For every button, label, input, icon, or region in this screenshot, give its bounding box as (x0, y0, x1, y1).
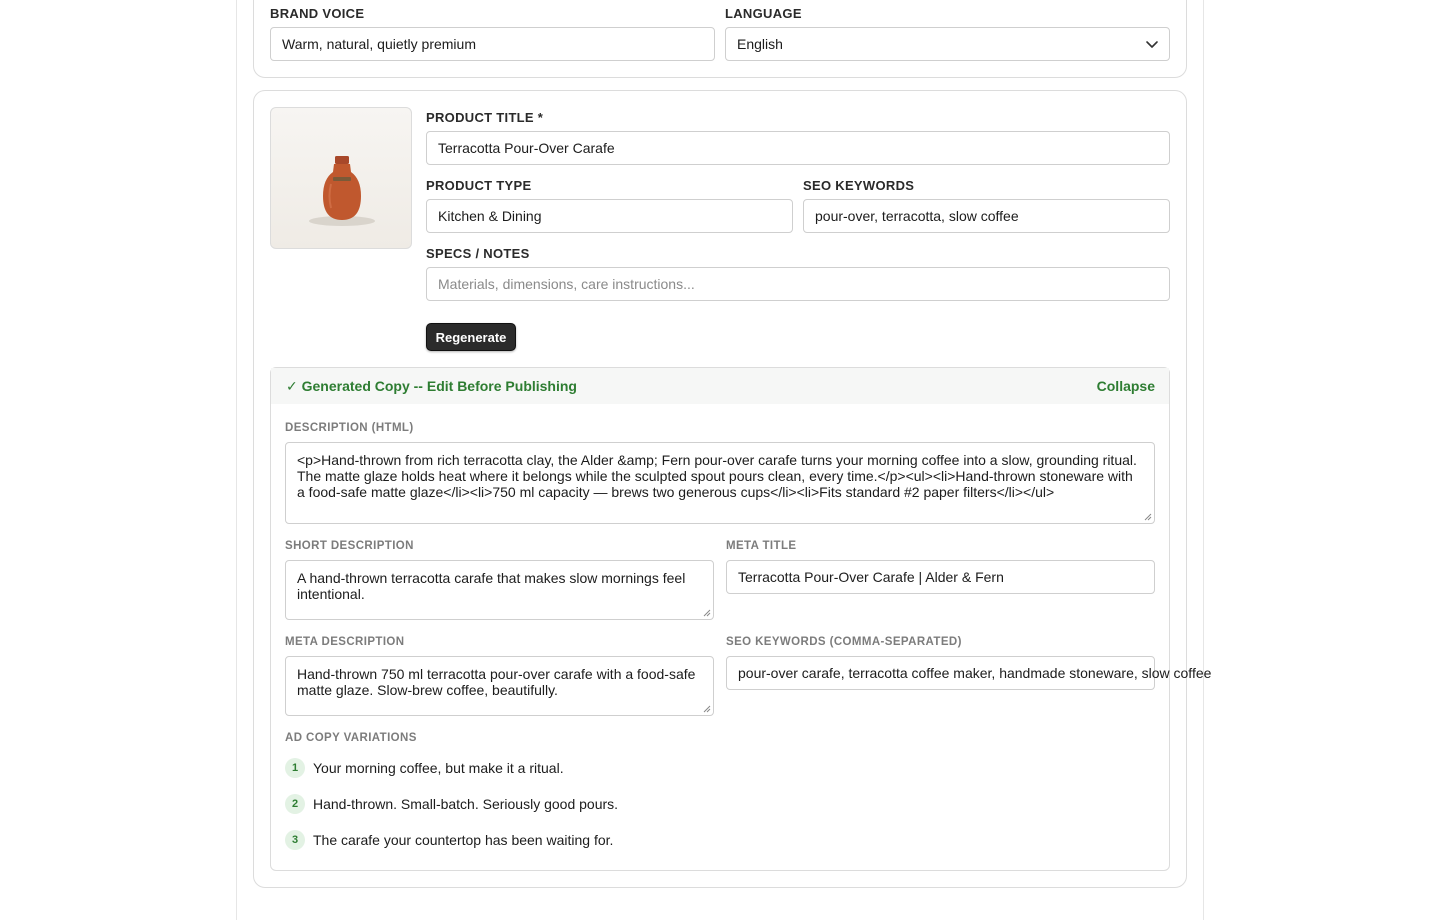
chevron-down-icon (1145, 37, 1159, 51)
brand-voice-input[interactable]: Warm, natural, quietly premium (270, 27, 715, 61)
language-select-value: English (737, 36, 783, 52)
product-title-input[interactable]: Terracotta Pour-Over Carafe (426, 131, 1170, 165)
ad-number-badge: 1 (285, 758, 305, 778)
ad-copy-item (285, 758, 564, 778)
description-textarea[interactable] (285, 442, 1155, 524)
seo-keywords-csv-input[interactable]: pour-over carafe, terracotta coffee maker, handmade stoneware, slow coffee (726, 656, 1155, 690)
meta-description-text: Hand-thrown 750 ml terracotta pour-over carafe with a food-safe matte glaze. Slow-brew coffee, beautifully. (297, 666, 696, 698)
meta-description-textarea[interactable] (285, 656, 714, 716)
generated-copy-title: ✓ Generated Copy -- Edit Before Publishing (286, 378, 577, 394)
ad-copy-text: Hand-thrown. Small-batch. Seriously good pours. (313, 796, 619, 812)
regenerate-button[interactable]: Regenerate (426, 323, 516, 351)
product-type-label: PRODUCT TYPE (426, 178, 532, 193)
product-type-input[interactable]: Kitchen & Dining (426, 199, 793, 233)
collapse-button[interactable]: Collapse (1096, 378, 1155, 394)
ad-number-badge: 3 (285, 830, 305, 850)
generated-copy-header (271, 368, 1169, 404)
resize-handle-icon[interactable] (703, 705, 711, 713)
ad-copy-item (285, 794, 618, 814)
seo-keywords-input[interactable]: pour-over, terracotta, slow coffee (803, 199, 1170, 233)
language-label: LANGUAGE (725, 6, 802, 21)
seo-keywords-csv-label: SEO KEYWORDS (COMMA-SEPARATED) (726, 636, 962, 648)
resize-handle-icon[interactable] (1144, 513, 1152, 521)
meta-description-label: META DESCRIPTION (285, 636, 405, 648)
specs-input[interactable]: Materials, dimensions, care instructions... (426, 267, 1170, 301)
ad-number-badge: 2 (285, 794, 305, 814)
specs-label: SPECS / NOTES (426, 246, 530, 261)
product-title-label: PRODUCT TITLE * (426, 110, 544, 125)
ad-copy-text: The carafe your countertop has been waiting for. (313, 832, 614, 848)
short-description-textarea[interactable] (285, 560, 714, 620)
description-text: <p>Hand-thrown from rich terracotta clay, the Alder &amp; Fern pour-over carafe turns your morning coffee into a slow, grounding ritual. The matte glaze holds heat where it belongs while the sculpted spout pours clean, every time.</p><ul><li>Hand-thrown stoneware with a food-safe matte glaze</li><li>750 ml capacity — brews two generous cups</li><li>Fits standard #2 paper filters</li></ul> (297, 452, 1137, 500)
short-description-label: SHORT DESCRIPTION (285, 540, 414, 552)
short-description-text: A hand-thrown terracotta carafe that makes slow mornings feel intentional. (297, 570, 686, 602)
product-image[interactable] (270, 107, 412, 249)
meta-title-input[interactable]: Terracotta Pour-Over Carafe | Alder & Fern (726, 560, 1155, 594)
seo-keywords-label: SEO KEYWORDS (803, 178, 915, 193)
carafe-image (271, 108, 413, 250)
ad-copy-label: AD COPY VARIATIONS (285, 732, 417, 744)
meta-title-label: META TITLE (726, 540, 797, 552)
language-select[interactable] (725, 27, 1170, 61)
brand-voice-label: BRAND VOICE (270, 6, 365, 21)
ad-copy-item (285, 830, 613, 850)
ad-copy-text: Your morning coffee, but make it a ritual. (313, 760, 564, 776)
description-label: DESCRIPTION (HTML) (285, 422, 414, 434)
resize-handle-icon[interactable] (703, 609, 711, 617)
